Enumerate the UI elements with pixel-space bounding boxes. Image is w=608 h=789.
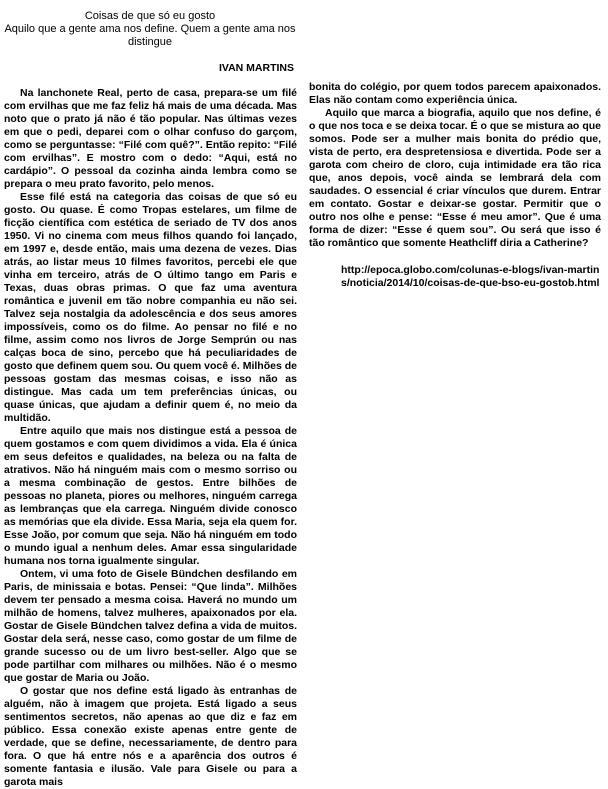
paragraph: Na lanchonete Real, perto de casa, prepara-se um filé com ervilhas que me faz feliz há mais de uma década. Mas noto que o prato já não é tão popular. Nas últimas vezes em que o pedi, deparei com o olhar confuso do garçom, como se perguntasse: “Filé com quê?”. Então repito: “Filé com ervilhas”. E mostro com o dedo: “Aqui, está no cardápio”. O pessoal da cozinha ainda lembra como se prepara o meu prato favorito, pelo menos.: [4, 87, 297, 190]
author-name: IVAN MARTINS: [218, 62, 294, 74]
paragraph: Entre aquilo que mais nos distingue está a pessoa de quem gostamos e com quem dividimos a vida. Ela é única em seus defeitos e qualidades, na beleza ou na falta de atrativos. Não há ninguém mais com o mesmo sorriso ou a mesma combinação de gestos. Entre bilhões de pessoas no planeta, piores ou melhores, ninguém carrega as lembranças que ela carrega. Ninguém divide conosco as memórias que ela divide. Essa Maria, seja ela quem for. Esse João, por comum que seja. Não há ninguém em todo o mundo igual a nenhum deles. Amar essa singularidade humana nos torna igualmente singular.: [4, 425, 297, 567]
paragraph: Ontem, vi uma foto de Gisele Bündchen desfilando em Paris, de minissaia e botas. Pensei: “Que linda”. Milhões devem ter pensado a mesma coisa. Haverá no mundo um milhão de homens, talvez mulheres, apaixonados por ela. Gostar de Gisele Bündchen talvez defina a vida de muitos. Gostar dela será, nesse caso, como gostar de um filme de grande sucesso ou de um livro best-seller. Algo que se pode partilhar com milhares ou milhões. Não é o mesmo que gostar de Maria ou João.: [4, 568, 297, 684]
article-subtitle: Aquilo que a gente ama nos define. Quem a gente ama nos distingue: [4, 23, 296, 48]
paragraph: O gostar que nos define está ligado às entranhas de alguém, não à imagem que projeta. Está ligado a seus sentimentos secretos, não apenas ao que diz e faz em público. Essa conexão existe apenas entre gente de verdade, que se define, necessariamente, de dentro para fora. O que há entre nós e a aparência dos outros é somente fantasia e ilusão. Vale para Gisele ou para a garota mais: [4, 685, 297, 788]
right-column: [309, 81, 601, 290]
article-header: [0, 10, 300, 49]
paragraph: Aquilo que marca a biografia, aquilo que nos define, é o que nos toca e se deixa tocar. É o que se mistura ao que somos. Pode ser a mulher mais bonita do prédio que, vista de perto, era despretensiosa e divertida. Pode ser a garota com cheiro de cloro, cuja intimidade era tão rica que, anos depois, você ainda se lembrará dela com saudades. O essencial é criar vínculos que durem. Entrar em contato. Gostar e deixar-se gostar. Permitir que o outro nos olhe e pense: “Esse é meu amor”. Que é uma forma de dizer: “Esse é quem sou”. Ou será que isso é tão romântico que somente Heathcliff diria a Catherine?: [309, 107, 601, 249]
left-column: [4, 87, 297, 789]
source-link[interactable]: http://epoca.globo.com/colunas-e-blogs/ivan-martins/noticia/2014/10/coisas-de-que-bso-eu-gostob.html: [341, 264, 600, 289]
paragraph-continuation: bonita do colégio, por quem todos parecem apaixonados. Elas não contam como experiência única.: [309, 81, 601, 106]
article-title: Coisas de que só eu gosto: [84, 10, 216, 22]
paragraph: Esse filé está na categoria das coisas de que só eu gosto. Ou quase. É como Tropas estelares, um filme de ficção científica com estética de seriado de TV dos anos 1950. Vi no cinema com meus filhos quando foi lançado, em 1997 e, desde então, mais uma dezena de vezes. Dias atrás, ao listar meus 10 filmes favoritos, percebi ele que vinha em terceiro, atrás de O último tango em Paris e Texas, duas obras primas. O que faz uma aventura romântica e juvenil em tão nobre companhia eu não sei. Talvez seja nostalgia da adolescência e dos seus amores impossíveis, como os do filme. Ao pensar no filé e no filme, assim como nos livros de Jorge Semprún ou nas calças boca de sino, percebo que há peculiaridades de gosto que definem quem sou. Ou quem você é. Milhões de pessoas gostam das mesmas coisas, e isso não as distingue. Mas cada um tem preferências únicas, ou quase únicas, que ajudam a definir quem é, no meio da multidão.: [4, 191, 297, 424]
